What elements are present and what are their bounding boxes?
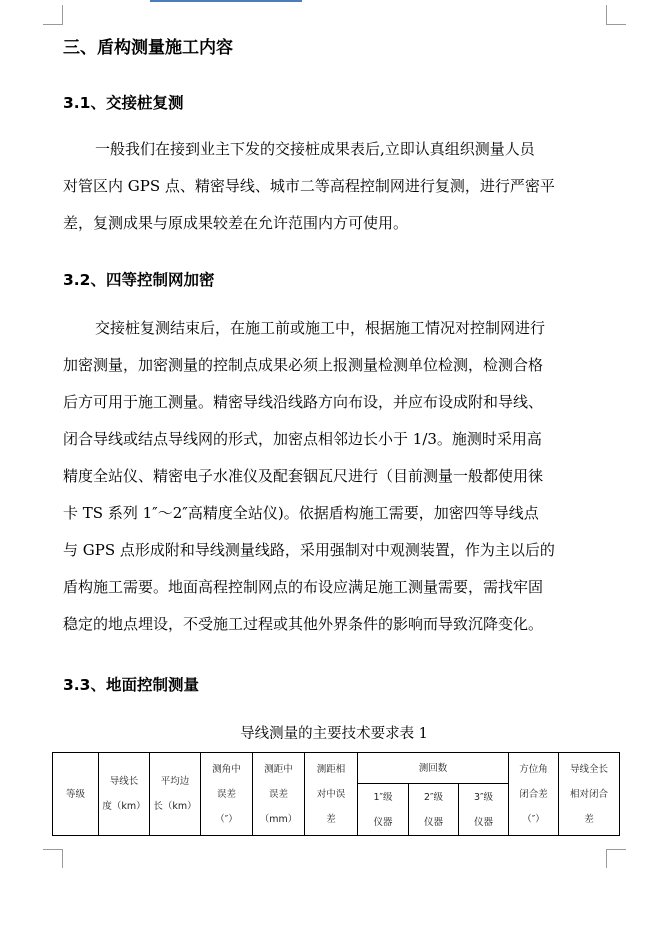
traverse-spec-table bbox=[52, 752, 620, 836]
header-distance-relative-error: 测距相 对中误 差 bbox=[305, 753, 358, 836]
top-accent-bar bbox=[150, 0, 302, 2]
paragraph-line: 精度全站仪、精密电子水准仪及配套铟瓦尺进行（目前测量一般都使用徕 bbox=[63, 467, 544, 485]
paragraph-line: 一般我们在接到业主下发的交接桩成果表后,立即认真组织测量人员 bbox=[95, 140, 535, 158]
paragraph-line: 后方可用于施工测量。精密导线沿线路方向布设，并应布设成附和导线、 bbox=[63, 393, 544, 411]
paragraph-line: 对管区内 GPS 点、精密导线、城市二等高程控制网进行复测，进行严密平 bbox=[63, 177, 555, 195]
section-3-1-paragraph bbox=[63, 131, 608, 242]
header-observation-rounds: 测回数 bbox=[358, 753, 509, 784]
table-caption: 导线测量的主要技术要求表 1 bbox=[240, 726, 428, 742]
paragraph-line: 卡 TS 系列 1″～2″高精度全站仪)。依据盾构施工需要，加密四等导线点 bbox=[63, 504, 539, 522]
header-3sec-instrument: 3″级 仪器 bbox=[459, 784, 509, 836]
header-azimuth-closure: 方位角 闭合差 （″） bbox=[509, 753, 559, 836]
paragraph-line: 差，复测成果与原成果较差在允许范围内方可使用。 bbox=[63, 214, 409, 232]
section-heading-3-3: 3.3、地面控制测量 bbox=[63, 676, 199, 694]
header-1sec-instrument: 1″级 仪器 bbox=[358, 784, 409, 836]
header-2sec-instrument: 2″级 仪器 bbox=[409, 784, 459, 836]
header-traverse-length: 导线长 度（km） bbox=[99, 753, 150, 836]
paragraph-line: 交接桩复测结束后，在施工前或施工中，根据施工情况对控制网进行 bbox=[95, 319, 546, 337]
paragraph-line: 盾构施工需要。地面高程控制网点的布设应满足施工测量需要，需找牢固 bbox=[63, 578, 544, 596]
section-3-2-paragraph bbox=[63, 310, 608, 643]
header-distance-error: 测距中 误差 （mm） bbox=[253, 753, 305, 836]
section-heading-3-2: 3.2、四等控制网加密 bbox=[63, 271, 215, 289]
paragraph-line: 与 GPS 点形成附和导线测量线路，采用强制对中观测装置，作为主以后的 bbox=[63, 541, 555, 559]
paragraph-line: 稳定的地点埋设，不受施工过程或其他外界条件的影响而导致沉降变化。 bbox=[63, 615, 544, 633]
header-grade: 等级 bbox=[53, 753, 99, 836]
header-average-side-length: 平均边 长（km） bbox=[150, 753, 201, 836]
section-heading-3-1: 3.1、交接桩复测 bbox=[63, 94, 184, 112]
header-total-relative-closure: 导线全长 相对闭合 差 bbox=[559, 753, 620, 836]
header-angle-error: 测角中 误差 （″） bbox=[201, 753, 253, 836]
paragraph-line: 加密测量，加密测量的控制点成果必须上报测量检测单位检测，检测合格 bbox=[63, 356, 544, 374]
paragraph-line: 闭合导线或结点导线网的形式，加密点相邻边长小于 1/3。施测时采用高 bbox=[63, 430, 542, 448]
chapter-heading: 三、盾构测量施工内容 bbox=[63, 38, 233, 58]
